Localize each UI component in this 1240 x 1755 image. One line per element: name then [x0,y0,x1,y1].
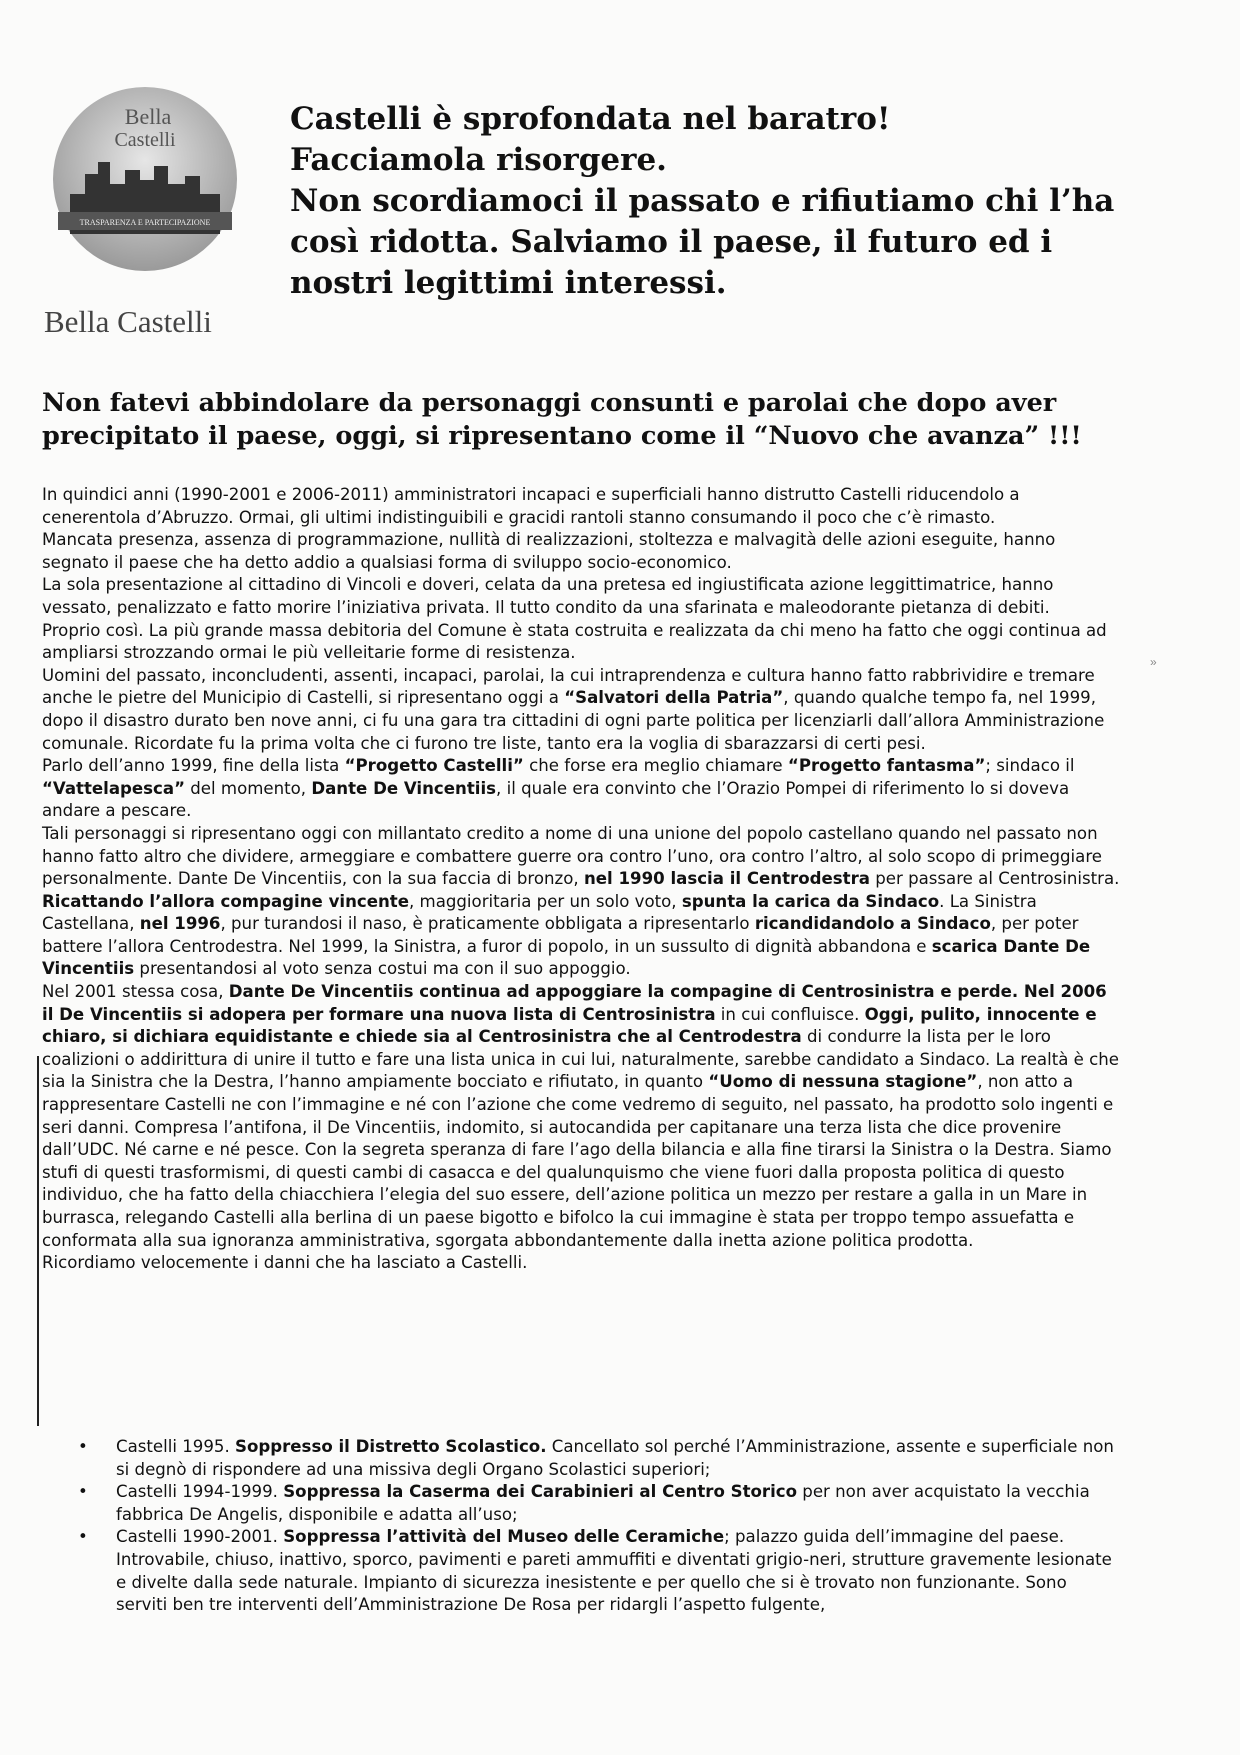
headline-line: Non scordiamoci il passato e rifiutiamo chi l’ha [290,183,1115,219]
paragraph: Ricordiamo velocemente i danni che ha lasciato a Castelli. [42,1253,528,1273]
paragraph: Nel 2001 stessa cosa, Dante De Vincentiis continua ad appoggiare la compagine di Centrosinistra e perde. Nel 2006 il De Vincentiis si adopera per formare una nuova lista di Centrosinistra in cui confluisce. Oggi, pulito, innocente e chiaro, si dichiara equidistante e chiede sia al Centrosinistra che al Centrodestra di condurre la lista per le loro coalizioni o addirittura di unire il tutto e fare una lista unica in cui lui, naturalmente, sarebbe candidato a Sindaco. La realtà è che sia la Sinistra che la Destra, l’hanno ampiamente bocciato e rifiutato, in quanto “Uomo di nessuna stagione”, non atto a rappresentare Castelli ne con l’immagine e né con l’azione che come vedremo di seguito, nel passato, ha prodotto solo ingenti e seri danni. Compresa l’antifona, il De Vincentiis, indomito, si autocandida per capitanare una terza lista che dice provenire dall’UDC. Né carne e né pesce. Con la segreta speranza di fare l’ago della bilancia e alla fine tirarsi la Sinistra o la Destra. Siamo stufi di questi trasformismi, di questi cambi di casacca e del qualunquismo che viene fuori dalla proposta politica di questo individuo, che ha fatto della chiacchiera l’elegia del suo essere, dell’azione politica un mezzo per restare a galla in un Mare in burrasca, relegando Castelli alla berlina di un paese bigotto e bifolco la cui immagine è stata per troppo tempo assuefatta e conformata alla sua ignoranza amministrativa, sgorgata abbondantemente dalla inetta azione politica prodotta. [42,982,1119,1250]
list-item: • Castelli 1990-2001. Soppressa l’attività del Museo delle Ceramiche; palazzo guida dell’immagine del paese. Introvabile, chiuso, inattivo, sporco, pavimenti e pareti ammuffiti e diventati grigio-neri, strutture gravemente lesionate e divelte dalla sede naturale. Impianto di sicurezza inesistente e per quello che si è trovato non funzionante. Sono serviti ben tre interventi dell’Amministrazione De Rosa per ridargli l’aspetto fulgente, [78,1527,1112,1615]
headline [290,99,1115,304]
logo-caption: Bella Castelli [44,304,212,339]
headline-line: così ridotta. Salviamo il paese, il futuro ed i [290,224,1053,260]
paragraph: La sola presentazione al cittadino di Vincoli e doveri, celata da una pretesa ed ingiustificata azione leggittimatrice, hanno vessato, penalizzato e fatto morire l’iniziativa privata. Il tutto condito da una sfarinata e maleodorante pietanza di debiti. [42,575,1054,617]
damage-list [42,1436,1122,1617]
headline-line: Castelli è sprofondata nel baratro! [290,101,891,137]
paragraph: Uomini del passato, inconcludenti, assenti, incapaci, parolai, la cui intraprendenza e cultura hanno fatto rabbrividire e tremare anche le pietre del Municipio di Castelli, si ripresentano oggi a “Salvatori della Patria”, quando qualche tempo fa, nel 1999, dopo il disastro durato ben nove anni, ci fu una gara tra cittadini di ogni parte politica per licenziarli dall’allora Amministrazione comunale. Ricordate fu la prima volta che ci furono tre liste, tanto era la voglia di sbarazzarsi di certi pesi. [42,665,1105,753]
bullet-icon: • [78,1527,88,1547]
list-item: • Castelli 1995. Soppresso il Distretto Scolastico. Cancellato sol perché l’Amministrazione, assente e superficiale non si degnò di rispondere ad una missiva degli Organo Scolastici superiori; [78,1437,1114,1479]
headline-line: nostri legittimi interessi. [290,265,727,301]
edge-mark: » [1150,655,1157,669]
subheading [42,387,1102,453]
bullet-icon: • [78,1482,88,1502]
svg-text:TRASPARENZA E PARTECIPAZIONE: TRASPARENZA E PARTECIPAZIONE [79,218,211,227]
svg-text:Bella: Bella [124,104,172,129]
paragraph: Mancata presenza, assenza di programmazione, nullità di realizzazioni, stoltezza e malvagità delle azioni eseguite, hanno segnato il paese che ha detto addio a qualsiasi forma di sviluppo socio-economico. [42,530,1056,572]
bella-castelli-logo [50,84,240,274]
paragraph: Parlo dell’anno 1999, fine della lista “Progetto Castelli” che forse era meglio chiamare “Progetto fantasma”; sindaco il “Vattelapesca” del momento, Dante De Vincentiis, il quale era convinto che l’Orazio Pompei di riferimento lo si doveva andare a pescare. [42,756,1075,821]
paragraph: In quindici anni (1990-2001 e 2006-2011) amministratori incapaci e superficiali hanno distrutto Castelli riducendolo a cenerentola d’Abruzzo. Ormai, gli ultimi indistinguibili e gracidi rantoli stanno consumando il poco che c’è rimasto. [42,485,1020,527]
margin-line [37,1056,39,1426]
body-text [42,484,1122,1275]
headline-line: Facciamola risorgere. [290,142,667,178]
list-item: • Castelli 1994-1999. Soppressa la Caserma dei Carabinieri al Centro Storico per non aver acquistato la vecchia fabbrica De Angelis, disponibile e adatta all’uso; [78,1482,1090,1524]
svg-text:Castelli: Castelli [114,129,176,151]
subheading-line: precipitato il paese, oggi, si ripresentano come il “Nuovo che avanza” !!! [42,421,1082,451]
paragraph: Tali personaggi si ripresentano oggi con millantato credito a nome di una unione del popolo castellano quando nel passato non hanno fatto altro che dividere, armeggiare e combattere guerre ora contro l’uno, ora contro l’altro, al solo scopo di primeggiare personalmente. Dante De Vincentiis, con la sua faccia di bronzo, nel 1990 lascia il Centrodestra per passare al Centrosinistra. Ricattando l’allora compagine vincente, maggioritaria per un solo voto, spunta la carica da Sindaco. La Sinistra Castellana, nel 1996, pur turandosi il naso, è praticamente obbligata a ripresentarlo ricandidandolo a Sindaco, per poter battere l’allora Centrodestra. Nel 1999, la Sinistra, a furor di popolo, in un sussulto di dignità abbandona e scarica Dante De Vincentiis presentandosi al voto senza costui ma con il suo appoggio. [42,823,1120,979]
paragraph: Proprio così. La più grande massa debitoria del Comune è stata costruita e realizzata da chi meno ha fatto che oggi continua ad ampliarsi strozzando ormai le più velleitarie forme di resistenza. [42,620,1107,663]
bullet-icon: • [78,1437,88,1456]
subheading-line: Non fatevi abbindolare da personaggi consunti e parolai che dopo aver [42,388,1057,418]
